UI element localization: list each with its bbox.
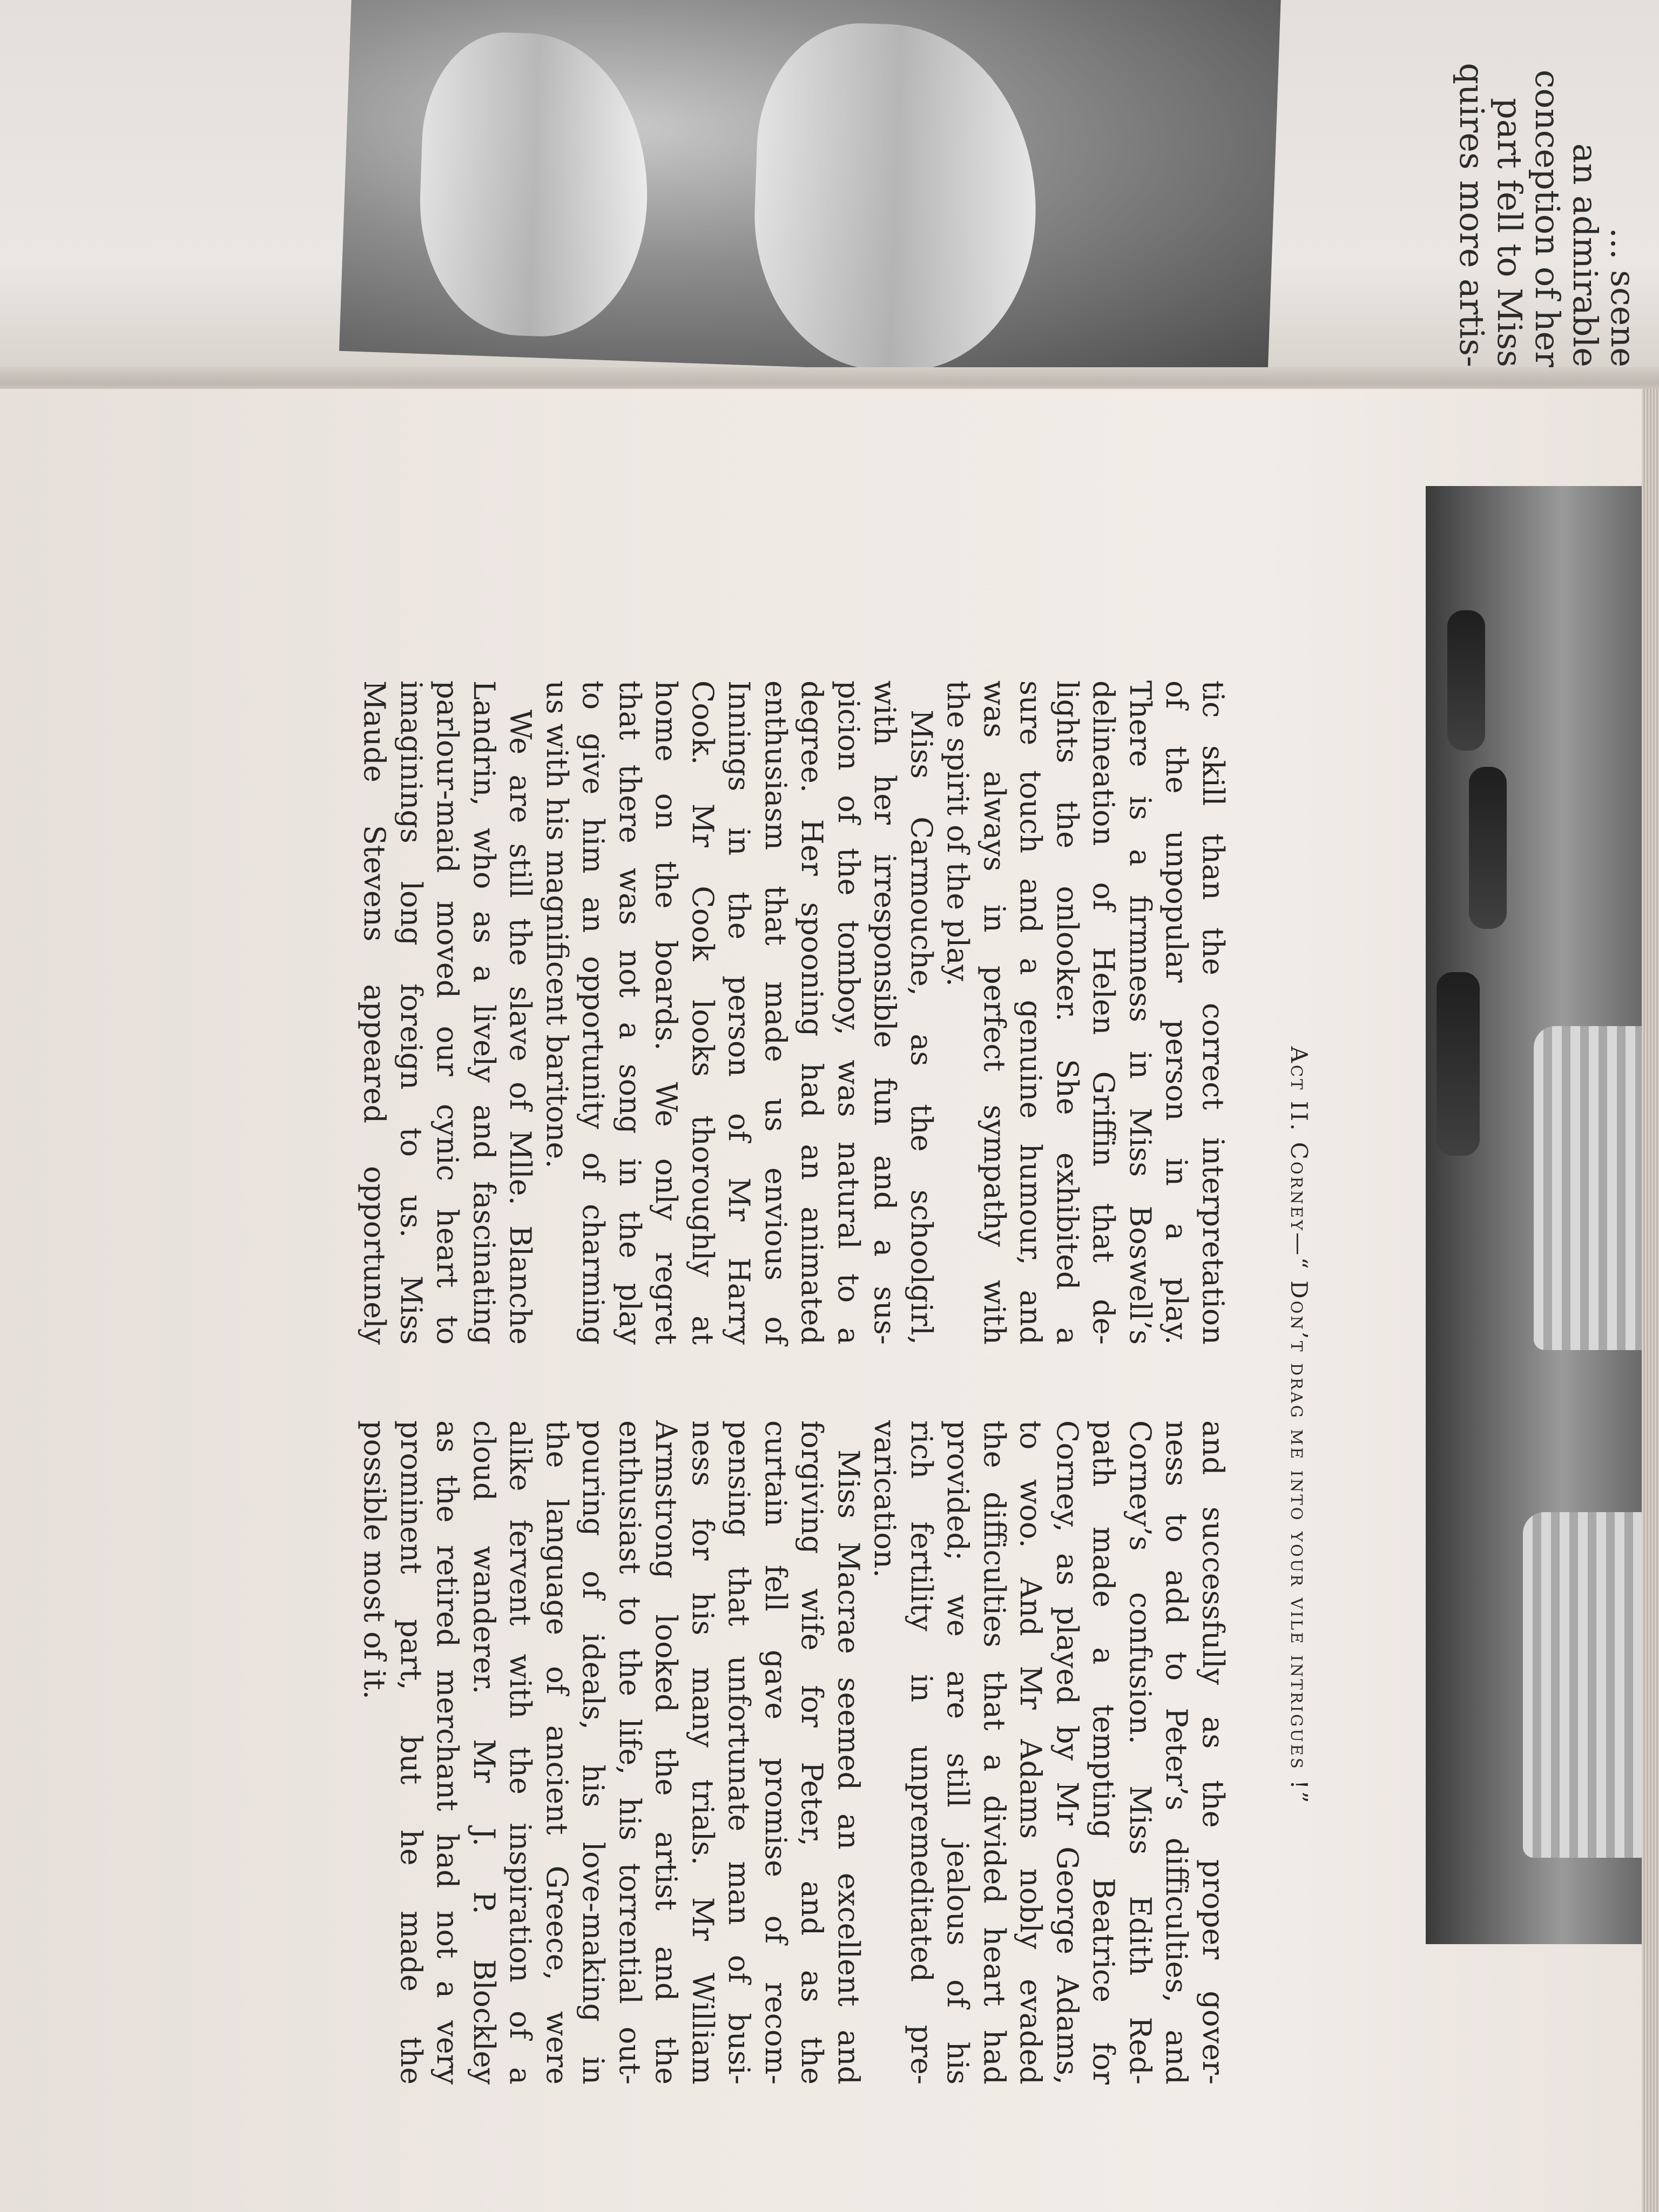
text-line: Corney’s confusion. Miss Edith Red-	[1123, 1420, 1157, 2085]
text-line: and successfully as the proper gover-	[1196, 1420, 1230, 2085]
text-line: parlour-maid moved our cynic heart to	[430, 680, 465, 1345]
text-line: possible most of it.	[358, 1420, 392, 1700]
text-line: Miss Macrae seemed an excellent and	[832, 1449, 866, 2085]
text-line: ... scene	[1603, 227, 1643, 367]
dress-figure	[415, 30, 652, 340]
photo-caption: Act II. Corney—“ Don’t drag me into your vile intrigues !”	[1286, 1046, 1312, 1805]
figure-legs	[1447, 610, 1485, 751]
text-line: to woo. And Mr Adams nobly evaded	[1014, 1420, 1048, 2085]
text-line: sure touch and a genuine humour, and	[1014, 680, 1048, 1345]
text-line: prominent part, but he made the	[394, 1420, 428, 2085]
page-edges	[1642, 389, 1659, 2212]
text-line: enthusiasm that made us envious of	[759, 680, 793, 1345]
text-line: an admirable	[1566, 143, 1605, 367]
figure-legs	[1469, 767, 1507, 929]
text-line: We are still the slave of Mlle. Blanche	[503, 710, 538, 1345]
dress-figure	[749, 20, 1042, 375]
text-line: degree. Her spooning had an animated	[795, 680, 830, 1345]
text-line: curtain fell gave promise of recom-	[759, 1420, 793, 2085]
text-line: cloud wanderer. Mr J. P. Blockley	[467, 1420, 501, 2085]
text-line: path made a tempting Beatrice for	[1087, 1420, 1121, 2085]
text-line: There is a firmness in Miss Boswell’s	[1123, 680, 1157, 1345]
text-line: the spirit of the play.	[941, 680, 975, 987]
text-line: tic skill than the correct interpretation	[1196, 680, 1230, 1345]
text-line: rich fertility in unpremeditated pre-	[905, 1420, 939, 2085]
text-line: home on the boards. We only regret	[649, 680, 684, 1345]
text-line: delineation of Helen Griffin that de-	[1087, 680, 1121, 1345]
text-line: quires more artis-	[1452, 63, 1492, 367]
text-line: ness for his many trials. Mr William	[686, 1420, 720, 2085]
text-line: enthusiast to the life, his torrential out-	[613, 1420, 647, 2085]
text-line: imaginings long foreign to us. Miss	[394, 680, 428, 1345]
text-line: to give him an opportunity of charming	[576, 680, 611, 1345]
text-line: Miss Carmouche, as the schoolgirl,	[905, 710, 939, 1345]
text-line: conception of her	[1528, 69, 1567, 367]
figure-skirt	[1534, 1026, 1659, 1350]
upper-photograph	[339, 0, 1281, 383]
text-line: the language of ancient Greece, were	[540, 1420, 574, 2085]
text-line: pensing that unfortunate man of busi-	[722, 1420, 757, 2085]
figure-skirt	[1523, 1512, 1659, 1858]
text-line: with her irresponsible fun and a sus-	[868, 680, 902, 1345]
article-text	[319, 680, 1312, 2095]
text-line: provided; we are still jealous of his	[941, 1420, 975, 2085]
text-line: Innings in the person of Mr Harry	[722, 680, 757, 1345]
text-column-left	[356, 680, 1231, 1345]
stage-photograph	[1426, 486, 1659, 1944]
text-line: lights the onlooker. She exhibited a	[1050, 680, 1084, 1345]
text-line: was always in perfect sympathy with	[977, 680, 1011, 1345]
text-line: picion of the tomboy, was natural to a	[832, 680, 866, 1345]
text-column-right	[356, 1420, 1231, 2085]
text-line: the difficulties that a divided heart had	[977, 1420, 1011, 2085]
text-line: Landrin, who as a lively and fascinating	[467, 680, 501, 1345]
previous-page	[0, 0, 1659, 378]
text-line: that there was not a song in the play	[613, 680, 647, 1345]
text-line: Corney, as played by Mr George Adams,	[1050, 1420, 1084, 2085]
text-line: us with his magnificent baritone.	[540, 680, 574, 1169]
text-line: pouring of ideals, his love-making in	[576, 1420, 611, 2085]
text-line: alike fervent with the inspiration of a	[503, 1420, 538, 2085]
figure-legs	[1437, 972, 1480, 1156]
text-line: Armstrong looked the artist and the	[649, 1420, 684, 2085]
text-line: of the unpopular person in a play.	[1159, 680, 1194, 1345]
previous-page-text	[1361, 0, 1642, 367]
text-line: as the retired merchant had not a very	[430, 1420, 465, 2085]
text-line: forgiving wife for Peter, and as the	[795, 1420, 830, 2085]
text-line: Maude Stevens appeared opportunely	[358, 680, 392, 1345]
text-line: Cook. Mr Cook looks thoroughly at	[686, 680, 720, 1345]
text-line: varication.	[868, 1420, 902, 1578]
text-line: part fell to Miss	[1490, 98, 1529, 367]
text-line: ness to add to Peter’s difficulties, and	[1159, 1420, 1194, 2085]
